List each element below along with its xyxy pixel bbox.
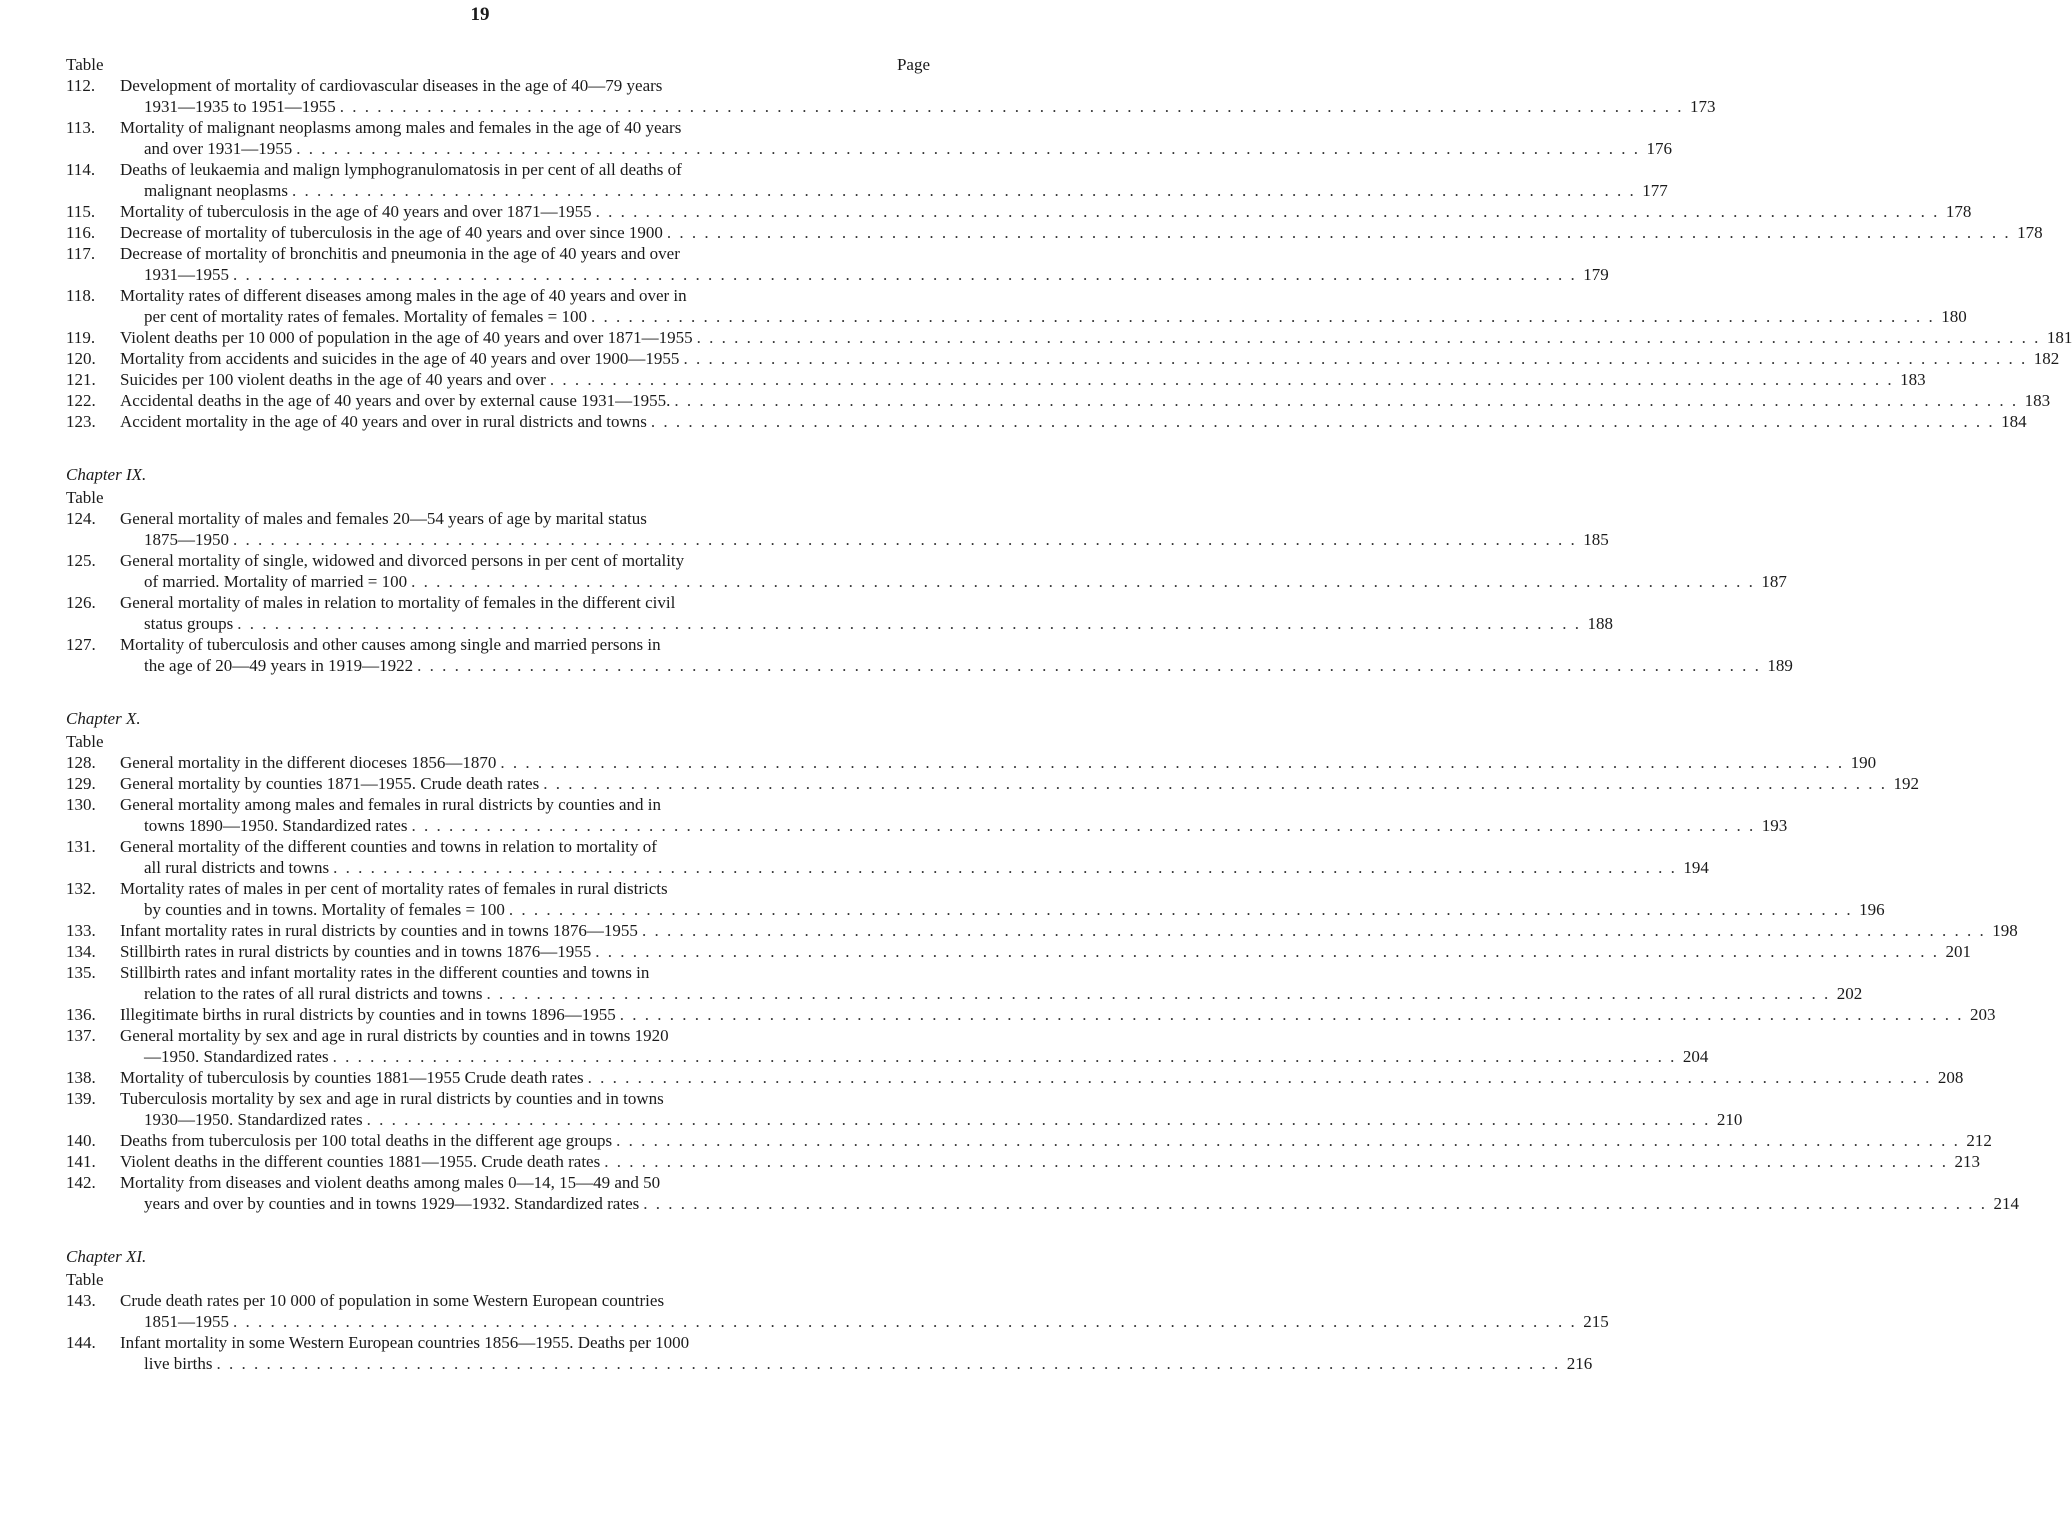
toc-entry — [66, 550, 1787, 592]
toc-entry — [66, 836, 1709, 878]
entry-page-number: 190 — [1850, 753, 1877, 772]
entry-page-number: 213 — [1954, 1152, 1980, 1171]
toc-sections — [66, 75, 2072, 1374]
chapter-heading: Chapter X. — [66, 709, 141, 728]
entry-page-number: 215 — [1583, 1312, 1609, 1331]
entry-body — [120, 920, 2018, 941]
entry-body — [120, 1151, 1980, 1172]
entry-title-line — [120, 613, 1613, 634]
entry-title-text: General mortality by counties 1871—1955. Crude death rates — [120, 774, 540, 793]
entry-body — [120, 878, 1885, 920]
dot-leader — [233, 1311, 1577, 1332]
entry-number: 141. — [66, 1152, 96, 1171]
dot-leader — [487, 983, 1831, 1004]
entry-title-text: live births — [144, 1354, 213, 1373]
entry-body — [120, 369, 1926, 390]
entry-title-text: Accidental deaths in the age of 40 years and over by external cause 1931—1955. — [120, 391, 671, 410]
entry-title-line — [120, 529, 1609, 550]
entry-number: 112. — [66, 76, 96, 95]
toc-entry — [66, 962, 1863, 1004]
toc-entry — [66, 1151, 1980, 1172]
entry-title-text: Infant mortality rates in rural districts by counties and in towns 1876—1955 — [120, 921, 638, 940]
table-of-contents — [66, 54, 2072, 1374]
entry-number: 117. — [66, 244, 96, 263]
entry-title-line: Mortality rates of different diseases among males in the age of 40 years and over in — [120, 286, 687, 305]
dot-leader — [333, 857, 1677, 878]
entry-number: 144. — [66, 1333, 96, 1352]
toc-entry — [66, 348, 2060, 369]
dot-leader — [604, 1151, 1948, 1172]
entry-body — [120, 1025, 1708, 1067]
dot-leader — [651, 411, 1995, 432]
chapter-heading: Chapter XI. — [66, 1247, 147, 1266]
entry-title-text: Suicides per 100 violent deaths in the age of 40 years and over — [120, 370, 546, 389]
entry-page-number: 204 — [1682, 1047, 1709, 1066]
entry-body — [120, 592, 1613, 634]
entry-title-line: Crude death rates per 10 000 of population in some Western European countries — [120, 1291, 665, 1310]
toc-entry — [66, 1088, 1743, 1130]
toc-entry — [66, 159, 1668, 201]
entry-body — [120, 1172, 2019, 1214]
entry-page-number: 179 — [1583, 265, 1609, 284]
entry-title-line — [120, 752, 1876, 773]
entry-title-line — [120, 920, 2018, 941]
dot-leader — [595, 941, 1939, 962]
dot-leader — [591, 306, 1935, 327]
entry-body — [120, 1130, 1992, 1151]
entry-number: 123. — [66, 412, 96, 431]
entry-body — [120, 1067, 1963, 1088]
entry-page-number: 198 — [1992, 921, 2018, 940]
entry-number: 115. — [66, 202, 96, 221]
entry-body — [120, 773, 1919, 794]
toc-section — [66, 1244, 1609, 1374]
entry-page-number: 193 — [1761, 816, 1788, 835]
entry-page-number: 183 — [1900, 370, 1926, 389]
entry-number: 129. — [66, 774, 96, 793]
entry-title-line: Mortality of malignant neoplasms among males and females in the age of 40 years — [120, 118, 682, 137]
dot-leader — [596, 201, 1940, 222]
entry-body — [120, 752, 1876, 773]
toc-entry — [66, 941, 1971, 962]
entry-title-text: 1931—1935 to 1951—1955 — [144, 97, 336, 116]
entry-title-line — [120, 1193, 2019, 1214]
entry-title-line — [120, 815, 1787, 836]
entry-title-line: Stillbirth rates and infant mortality rates in the different counties and towns in — [120, 963, 650, 982]
toc-entry — [66, 592, 1613, 634]
entry-title-text: all rural districts and towns — [144, 858, 330, 877]
entry-title-line — [120, 1311, 1609, 1332]
dot-leader — [543, 773, 1887, 794]
entry-title-text: relation to the rates of all rural districts and towns — [144, 984, 483, 1003]
entry-title-text: Accident mortality in the age of 40 years and over in rural districts and towns — [120, 412, 647, 431]
entry-number: 139. — [66, 1089, 96, 1108]
toc-entry — [66, 411, 2027, 432]
entry-body — [120, 1290, 1609, 1332]
entry-page-number: 187 — [1761, 572, 1787, 591]
dot-leader — [674, 390, 2018, 411]
toc-entry — [66, 390, 2051, 411]
entry-title-text: Violent deaths in the different counties 1881—1955. Crude death rates — [120, 1152, 601, 1171]
entry-title-line — [120, 1353, 1592, 1374]
entry-body — [120, 411, 2027, 432]
page-number: 19 — [470, 4, 490, 25]
toc-entry — [66, 1332, 1593, 1374]
table-subheading: Table — [66, 732, 104, 751]
entry-title-line: General mortality of the different counties and towns in relation to mortality of — [120, 837, 657, 856]
entry-page-number: 210 — [1716, 1110, 1743, 1129]
entry-number: 119. — [66, 328, 96, 347]
entry-body — [120, 794, 1787, 836]
entry-body — [120, 836, 1709, 878]
entry-title-text: the age of 20—49 years in 1919—1922 — [144, 656, 414, 675]
entry-title-text: Mortality of tuberculosis by counties 1881—1955 Crude death rates — [120, 1068, 584, 1087]
entry-page-number: 201 — [1945, 942, 1971, 961]
entry-body — [120, 634, 1793, 676]
dot-leader — [233, 529, 1577, 550]
toc-entry — [66, 920, 2018, 941]
entry-title-text: by counties and in towns. Mortality of females = 100 — [144, 900, 505, 919]
entry-title-line — [120, 1151, 1980, 1172]
entry-body — [120, 285, 1967, 327]
entry-title-line — [120, 983, 1862, 1004]
entry-number: 138. — [66, 1068, 96, 1087]
entry-title-line — [120, 1046, 1708, 1067]
dot-leader — [500, 752, 1844, 773]
dot-leader — [683, 348, 2027, 369]
entry-number: 143. — [66, 1291, 96, 1310]
dot-leader — [588, 1067, 1932, 1088]
entry-body — [120, 75, 1715, 117]
entry-page-number: 216 — [1566, 1354, 1593, 1373]
entry-number: 113. — [66, 118, 96, 137]
entry-title-line — [120, 201, 1971, 222]
dot-leader — [411, 815, 1755, 836]
entry-title-line: Mortality from diseases and violent deaths among males 0—14, 15—49 and 50 — [120, 1173, 661, 1192]
entry-title-text: Stillbirth rates in rural districts by counties and in towns 1876—1955 — [120, 942, 592, 961]
entry-page-number: 182 — [2033, 349, 2060, 368]
entry-number: 120. — [66, 349, 96, 368]
dot-leader — [667, 222, 2011, 243]
entry-title-line — [120, 1109, 1742, 1130]
entry-title-text: Mortality of tuberculosis in the age of 40 years and over 1871—1955 — [120, 202, 592, 221]
entry-title-line — [120, 390, 2050, 411]
dot-leader — [550, 369, 1894, 390]
toc-section — [66, 462, 1793, 676]
entry-page-number: 178 — [1945, 202, 1972, 221]
entry-page-number: 189 — [1767, 656, 1793, 675]
toc-entry — [66, 508, 1609, 550]
toc-entry — [66, 285, 1967, 327]
entry-number: 125. — [66, 551, 96, 570]
entry-number: 132. — [66, 879, 96, 898]
entry-page-number: 181 — [2046, 328, 2072, 347]
entry-number: 134. — [66, 942, 96, 961]
entry-title-text: Illegitimate births in rural districts by counties and in towns 1896—1955 — [120, 1005, 616, 1024]
entry-page-number: 178 — [2017, 223, 2043, 242]
entry-body — [120, 348, 2059, 369]
entry-number: 140. — [66, 1131, 96, 1150]
entry-title-line — [120, 306, 1967, 327]
entry-title-line: General mortality among males and females in rural districts by counties and in — [120, 795, 662, 814]
toc-section — [66, 75, 2072, 432]
entry-title-line — [120, 411, 2027, 432]
toc-section — [66, 706, 2019, 1214]
dot-leader — [296, 138, 1640, 159]
toc-entry — [66, 75, 1716, 117]
entry-number: 118. — [66, 286, 96, 305]
entry-number: 121. — [66, 370, 96, 389]
entry-page-number: 176 — [1646, 139, 1673, 158]
entry-title-line — [120, 773, 1919, 794]
dot-leader — [233, 264, 1577, 285]
entry-title-line: Tuberculosis mortality by sex and age in rural districts by counties and in towns — [120, 1089, 664, 1108]
entry-page-number: 202 — [1836, 984, 1863, 1003]
entry-number: 122. — [66, 391, 96, 410]
entry-body — [120, 201, 1971, 222]
entry-title-line: Deaths of leukaemia and malign lymphogranulomatosis in per cent of all deaths of — [120, 160, 682, 179]
entry-title-text: years and over by counties and in towns 1929—1932. Standardized rates — [144, 1194, 640, 1213]
entry-title-text: per cent of mortality rates of females. Mortality of females = 100 — [144, 307, 587, 326]
entry-title-line: General mortality of males and females 20—54 years of age by marital status — [120, 509, 647, 528]
entry-page-number: 184 — [2001, 412, 2027, 431]
dot-leader — [340, 96, 1684, 117]
entry-title-line — [120, 96, 1715, 117]
entry-title-line: Mortality rates of males in per cent of mortality rates of females in rural districts — [120, 879, 668, 898]
entry-title-line — [120, 655, 1793, 676]
entry-number: 124. — [66, 509, 96, 528]
toc-entry — [66, 752, 1877, 773]
entry-title-text: Violent deaths per 10 000 of population in the age of 40 years and over 1871—1955 — [120, 328, 693, 347]
entry-title-line — [120, 941, 1971, 962]
entry-number: 137. — [66, 1026, 96, 1045]
entry-page-number: 180 — [1941, 307, 1967, 326]
entry-title-text: Mortality from accidents and suicides in the age of 40 years and over 1900—1955 — [120, 349, 680, 368]
entry-title-line — [120, 222, 2043, 243]
entry-page-number: 214 — [1993, 1194, 2019, 1213]
entry-title-line — [120, 571, 1787, 592]
toc-entry — [66, 1004, 1996, 1025]
entry-body — [120, 508, 1609, 550]
table-subheading: Table — [66, 488, 104, 507]
entry-title-text: 1931—1955 — [144, 265, 229, 284]
entry-title-line — [120, 857, 1709, 878]
toc-entry — [66, 327, 2072, 348]
entry-title-text: Decrease of mortality of tuberculosis in the age of 40 years and over since 1900 — [120, 223, 663, 242]
entry-title-line: Decrease of mortality of bronchitis and pneumonia in the age of 40 years and over — [120, 244, 680, 263]
entry-number: 133. — [66, 921, 96, 940]
entry-page-number: 196 — [1859, 900, 1885, 919]
entry-title-line — [120, 348, 2059, 369]
toc-entry — [66, 634, 1793, 676]
dot-leader — [509, 899, 1853, 920]
entry-title-line — [120, 899, 1885, 920]
entry-body — [120, 327, 2072, 348]
entry-title-line — [120, 1067, 1963, 1088]
entry-page-number: 203 — [1970, 1005, 1996, 1024]
entry-page-number: 173 — [1689, 97, 1716, 116]
entry-number: 127. — [66, 635, 96, 654]
entry-title-line — [120, 264, 1609, 285]
entry-title-text: malignant neoplasms — [144, 181, 289, 200]
entry-body — [120, 243, 1609, 285]
entry-title-line: Mortality of tuberculosis and other causes among single and married persons in — [120, 635, 661, 654]
entry-page-number: 185 — [1583, 530, 1609, 549]
entry-title-text: Deaths from tuberculosis per 100 total deaths in the different age groups — [120, 1131, 613, 1150]
entry-title-line — [120, 1004, 1996, 1025]
entry-title-text: —1950. Standardized rates — [144, 1047, 329, 1066]
entry-body — [120, 390, 2050, 411]
entry-page-number: 192 — [1893, 774, 1919, 793]
entry-body — [120, 117, 1672, 159]
entry-page-number: 183 — [2024, 391, 2051, 410]
dot-leader — [333, 1046, 1677, 1067]
dot-leader — [367, 1109, 1711, 1130]
entry-title-line — [120, 1130, 1992, 1151]
entry-number: 135. — [66, 963, 96, 982]
toc-entry — [66, 222, 2043, 243]
entry-title-line — [120, 369, 1926, 390]
entry-title-text: status groups — [144, 614, 234, 633]
entry-page-number: 194 — [1683, 858, 1709, 877]
toc-entry — [66, 117, 1673, 159]
entry-number: 142. — [66, 1173, 96, 1192]
entry-title-text: General mortality in the different dioceses 1856—1870 — [120, 753, 497, 772]
dot-leader — [237, 613, 1581, 634]
entry-number: 116. — [66, 223, 96, 242]
entry-page-number: 208 — [1937, 1068, 1964, 1087]
entry-body — [120, 1004, 1996, 1025]
toc-entry — [66, 773, 1919, 794]
table-column-label: Table — [66, 55, 104, 74]
entry-page-number: 188 — [1587, 614, 1613, 633]
entry-body — [120, 941, 1971, 962]
page-column-label: Page — [896, 55, 930, 74]
entry-body — [120, 1332, 1592, 1374]
toc-entry — [66, 1172, 2019, 1214]
dot-leader — [616, 1130, 1960, 1151]
toc-entry — [66, 369, 1926, 390]
dot-leader — [642, 920, 1986, 941]
entry-body — [120, 159, 1668, 201]
entry-body — [120, 1088, 1742, 1130]
entry-title-line: General mortality by sex and age in rural districts by counties and in towns 1920 — [120, 1026, 669, 1045]
table-subheading: Table — [66, 1270, 104, 1289]
entry-number: 126. — [66, 593, 96, 612]
toc-entry — [66, 243, 1609, 285]
dot-leader — [417, 655, 1761, 676]
dot-leader — [620, 1004, 1964, 1025]
dot-leader — [411, 571, 1755, 592]
toc-entry — [66, 878, 1885, 920]
entry-title-text: and over 1931—1955 — [144, 139, 293, 158]
dot-leader — [216, 1353, 1560, 1374]
toc-entry — [66, 1130, 1992, 1151]
toc-entry — [66, 1025, 1709, 1067]
entry-body — [120, 550, 1787, 592]
entry-number: 114. — [66, 160, 96, 179]
entry-title-line — [120, 138, 1672, 159]
toc-header — [66, 54, 930, 75]
entry-title-line — [120, 180, 1668, 201]
entry-number: 128. — [66, 753, 96, 772]
toc-entry — [66, 794, 1788, 836]
entry-page-number: 212 — [1966, 1131, 1992, 1150]
toc-entry — [66, 1290, 1609, 1332]
dot-leader — [697, 327, 2041, 348]
entry-title-line: Development of mortality of cardiovascular diseases in the age of 40—79 years — [120, 76, 663, 95]
dot-leader — [292, 180, 1636, 201]
dot-leader — [643, 1193, 1987, 1214]
entry-number: 131. — [66, 837, 96, 856]
entry-title-line: General mortality of single, widowed and divorced persons in per cent of mortality — [120, 551, 685, 570]
toc-entry — [66, 1067, 1964, 1088]
entry-body — [120, 962, 1862, 1004]
entry-title-line: Infant mortality in some Western European countries 1856—1955. Deaths per 1000 — [120, 1333, 690, 1352]
entry-title-text: towns 1890—1950. Standardized rates — [144, 816, 408, 835]
entry-page-number: 177 — [1642, 181, 1668, 200]
entry-title-text: 1875—1950 — [144, 530, 229, 549]
toc-entry — [66, 201, 1972, 222]
entry-title-line: General mortality of males in relation to mortality of females in the different civil — [120, 593, 676, 612]
entry-number: 136. — [66, 1005, 96, 1024]
entry-title-text: of married. Mortality of married = 100 — [144, 572, 408, 591]
chapter-heading: Chapter IX. — [66, 465, 147, 484]
entry-body — [120, 222, 2043, 243]
entry-title-text: 1851—1955 — [144, 1312, 229, 1331]
entry-number: 130. — [66, 795, 96, 814]
entry-title-text: 1930—1950. Standardized rates — [144, 1110, 363, 1129]
entry-title-line — [120, 327, 2072, 348]
